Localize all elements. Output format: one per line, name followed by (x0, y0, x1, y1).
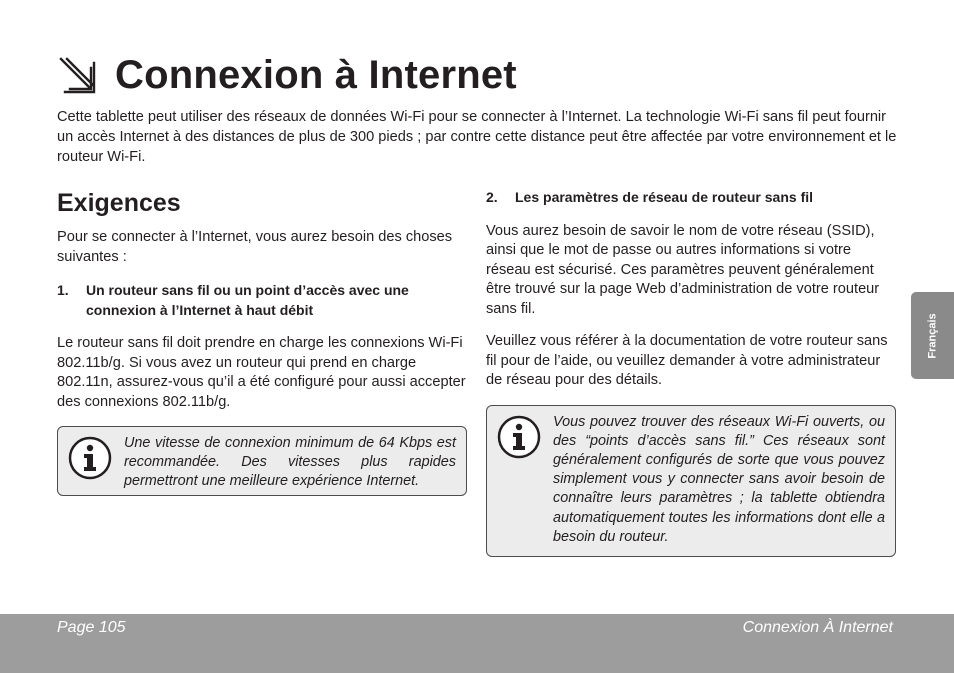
documentation-paragraph: Veuillez vous référer à la documentation de votre routeur sans fil pour de l’aide, ou veuillez demander à votre administrateur de réseau pour des détails. (486, 333, 888, 388)
language-tab (911, 292, 954, 379)
page-number: Page 105 (57, 619, 126, 636)
network-settings-paragraph: Vous aurez besoin de savoir le nom de votre réseau (SSID), ainsi que le mot de passe ou autres informations si votre réseau est sécurisé. Ces paramètres peuvent généralement être trouvé sur la page Web d’administration de votre routeur sans fil. (486, 222, 880, 317)
speed-note-box (57, 426, 467, 496)
left-column (57, 188, 467, 496)
language-tab-label: Français (926, 312, 939, 359)
intro-paragraph: Cette tablette peut utiliser des réseaux de données Wi-Fi pour se connecter à l’Internet. La technologie Wi-Fi sans fil peut fournir un accès Internet à des distances de plus de 300 pieds ; par contre cette distance peut être affectée par votre environnement et le routeur Wi-Fi. (57, 109, 897, 165)
hotspot-note-box (486, 405, 896, 557)
page-footer (0, 614, 954, 673)
router-paragraph: Le routeur sans fil doit prendre en charge les connexions Wi-Fi 802.11b/g. Si vous avez un routeur qui prend en charge 802.11n, assurez-vous qu’il a été configuré pour aussi accepter des connexions 802.11b/g. (57, 335, 466, 410)
item-number: 1. (57, 282, 69, 298)
right-column (486, 188, 896, 557)
item-number: 2. (486, 189, 498, 205)
hotspot-note-text: Vous pouvez trouver des réseaux Wi-Fi ouverts, ou des “points d’accès sans fil.” Ces réseaux sont généralement configurés de sorte que vous pouvez simplement vous y connecter sans avoir besoin de connaître leurs paramètres ; la tablette obtiendra automatiquement toutes les informations dont elle a besoin du routeur. (553, 413, 885, 545)
page-title-row (57, 50, 517, 100)
chapter-name: Connexion À Internet (742, 619, 893, 636)
item-heading: Les paramètres de réseau de routeur sans fil (515, 189, 814, 205)
item-heading: Un routeur sans fil ou un point d’accès avec une connexion à l’Internet à haut débit (86, 282, 409, 318)
requirements-intro: Pour se connecter à l’Internet, vous aurez besoin des choses suivantes : (57, 229, 453, 265)
info-icon (497, 415, 541, 459)
section-heading-exigences: Exigences (57, 189, 181, 217)
requirement-item-2 (486, 188, 896, 208)
info-icon (68, 436, 112, 480)
speed-note-text: Une vitesse de connexion minimum de 64 Kbps est recommandée. Des vitesses plus rapides permettront une meilleure expérience Internet. (124, 435, 456, 490)
page-title: Connexion à Internet (115, 52, 517, 97)
arrow-down-right-icon (57, 55, 97, 95)
requirement-item-1 (57, 281, 467, 320)
